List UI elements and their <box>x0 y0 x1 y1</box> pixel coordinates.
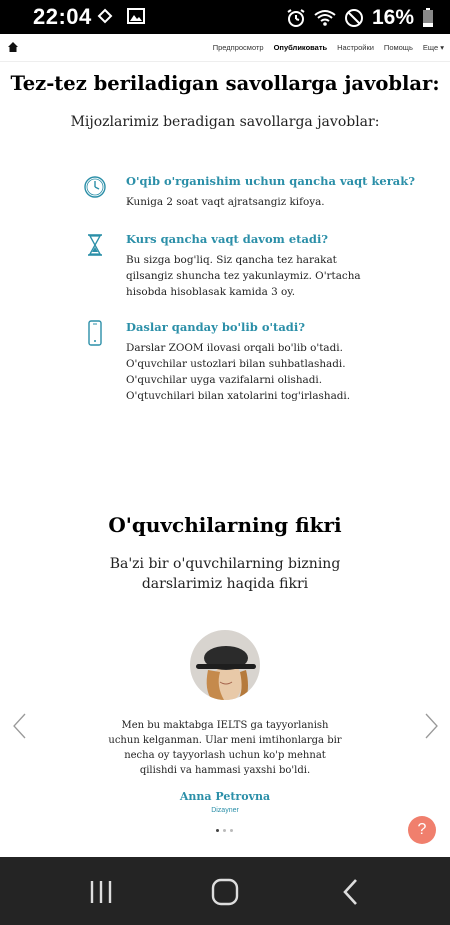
help-button[interactable]: ? <box>408 816 436 844</box>
alarm-icon <box>286 8 306 28</box>
phone-icon <box>82 320 108 346</box>
testimonial-role: Dizayner <box>211 807 239 814</box>
faq-answer: Kuniga 2 soat vaqt ajratsangiz kifoya. <box>126 196 325 208</box>
carousel-dots <box>216 829 233 832</box>
home-icon[interactable] <box>8 42 18 52</box>
chevron-right-icon[interactable] <box>421 712 441 740</box>
toolbar-settings[interactable]: Настройки <box>337 43 374 52</box>
navigation-bar <box>0 857 450 925</box>
avatar <box>190 630 260 700</box>
recent-apps-icon[interactable] <box>86 877 116 907</box>
battery-percent: 16% <box>371 6 414 29</box>
sync-icon <box>97 8 113 24</box>
faq-answer: Bu sizga bog'liq. Siz qancha tez harakat qilsangiz shuncha tez yakunlaymiz. O'rtacha hisobda hisoblasak kamida 3 oy. <box>126 254 361 298</box>
testimonials-subtitle: Ba'zi bir o'quvchilarning bizning darslarimiz haqida fikri <box>109 556 341 592</box>
clock-icon <box>82 174 108 200</box>
back-icon[interactable] <box>336 877 366 907</box>
faq-answer: Darslar ZOOM ilovasi orqali bo'lib o'tadi. O'quvchilar ustozlari bilan suhbatlashadi. O'quvchilar uyga vazifalarni olishadi. O'qtuvchilari bilan xatolarini tog'irlashadi. <box>126 342 351 402</box>
chevron-left-icon[interactable] <box>10 712 30 740</box>
toolbar-preview[interactable]: Предпросмотр <box>212 43 264 52</box>
toolbar-help[interactable]: Помощь <box>383 43 413 52</box>
faq-question: O'qib o'rganishim uchun qancha vaqt kerak? <box>126 174 415 188</box>
hourglass-icon <box>82 232 108 258</box>
dnd-icon <box>344 8 364 28</box>
testimonials-title: O'quvchilarning fikri <box>108 513 342 537</box>
home-nav-icon[interactable] <box>210 877 240 907</box>
toolbar-publish[interactable]: Опубликовать <box>273 43 328 52</box>
battery-icon <box>422 8 434 28</box>
carousel-dot[interactable] <box>216 829 219 832</box>
toolbar-more[interactable]: Еще ▾ <box>422 43 444 52</box>
faq-question: Daslar qanday bo'lib o'tadi? <box>126 320 305 334</box>
image-icon <box>127 8 145 24</box>
testimonial-author: Anna Petrovna <box>179 790 271 803</box>
faq-question: Kurs qancha vaqt davom etadi? <box>126 232 329 246</box>
wifi-icon <box>314 9 336 27</box>
faq-subtitle: Mijozlarimiz beradigan savollarga javoblar: <box>70 114 380 130</box>
carousel-dot[interactable] <box>230 829 233 832</box>
status-bar <box>0 0 450 34</box>
editor-toolbar <box>0 34 450 62</box>
faq-title: Tez-tez beriladigan savollarga javoblar: <box>10 72 440 95</box>
status-time: 22:04 <box>33 4 92 29</box>
testimonial-quote: Men bu maktabga IELTS ga tayyorlanish uchun kelganman. Ular meni imtihonlarga bir necha oy tayyorlash uchun ko'p mehnat qilishdi va hammasi yaxshi bo'ldi. <box>108 720 342 776</box>
carousel-dot[interactable] <box>223 829 226 832</box>
